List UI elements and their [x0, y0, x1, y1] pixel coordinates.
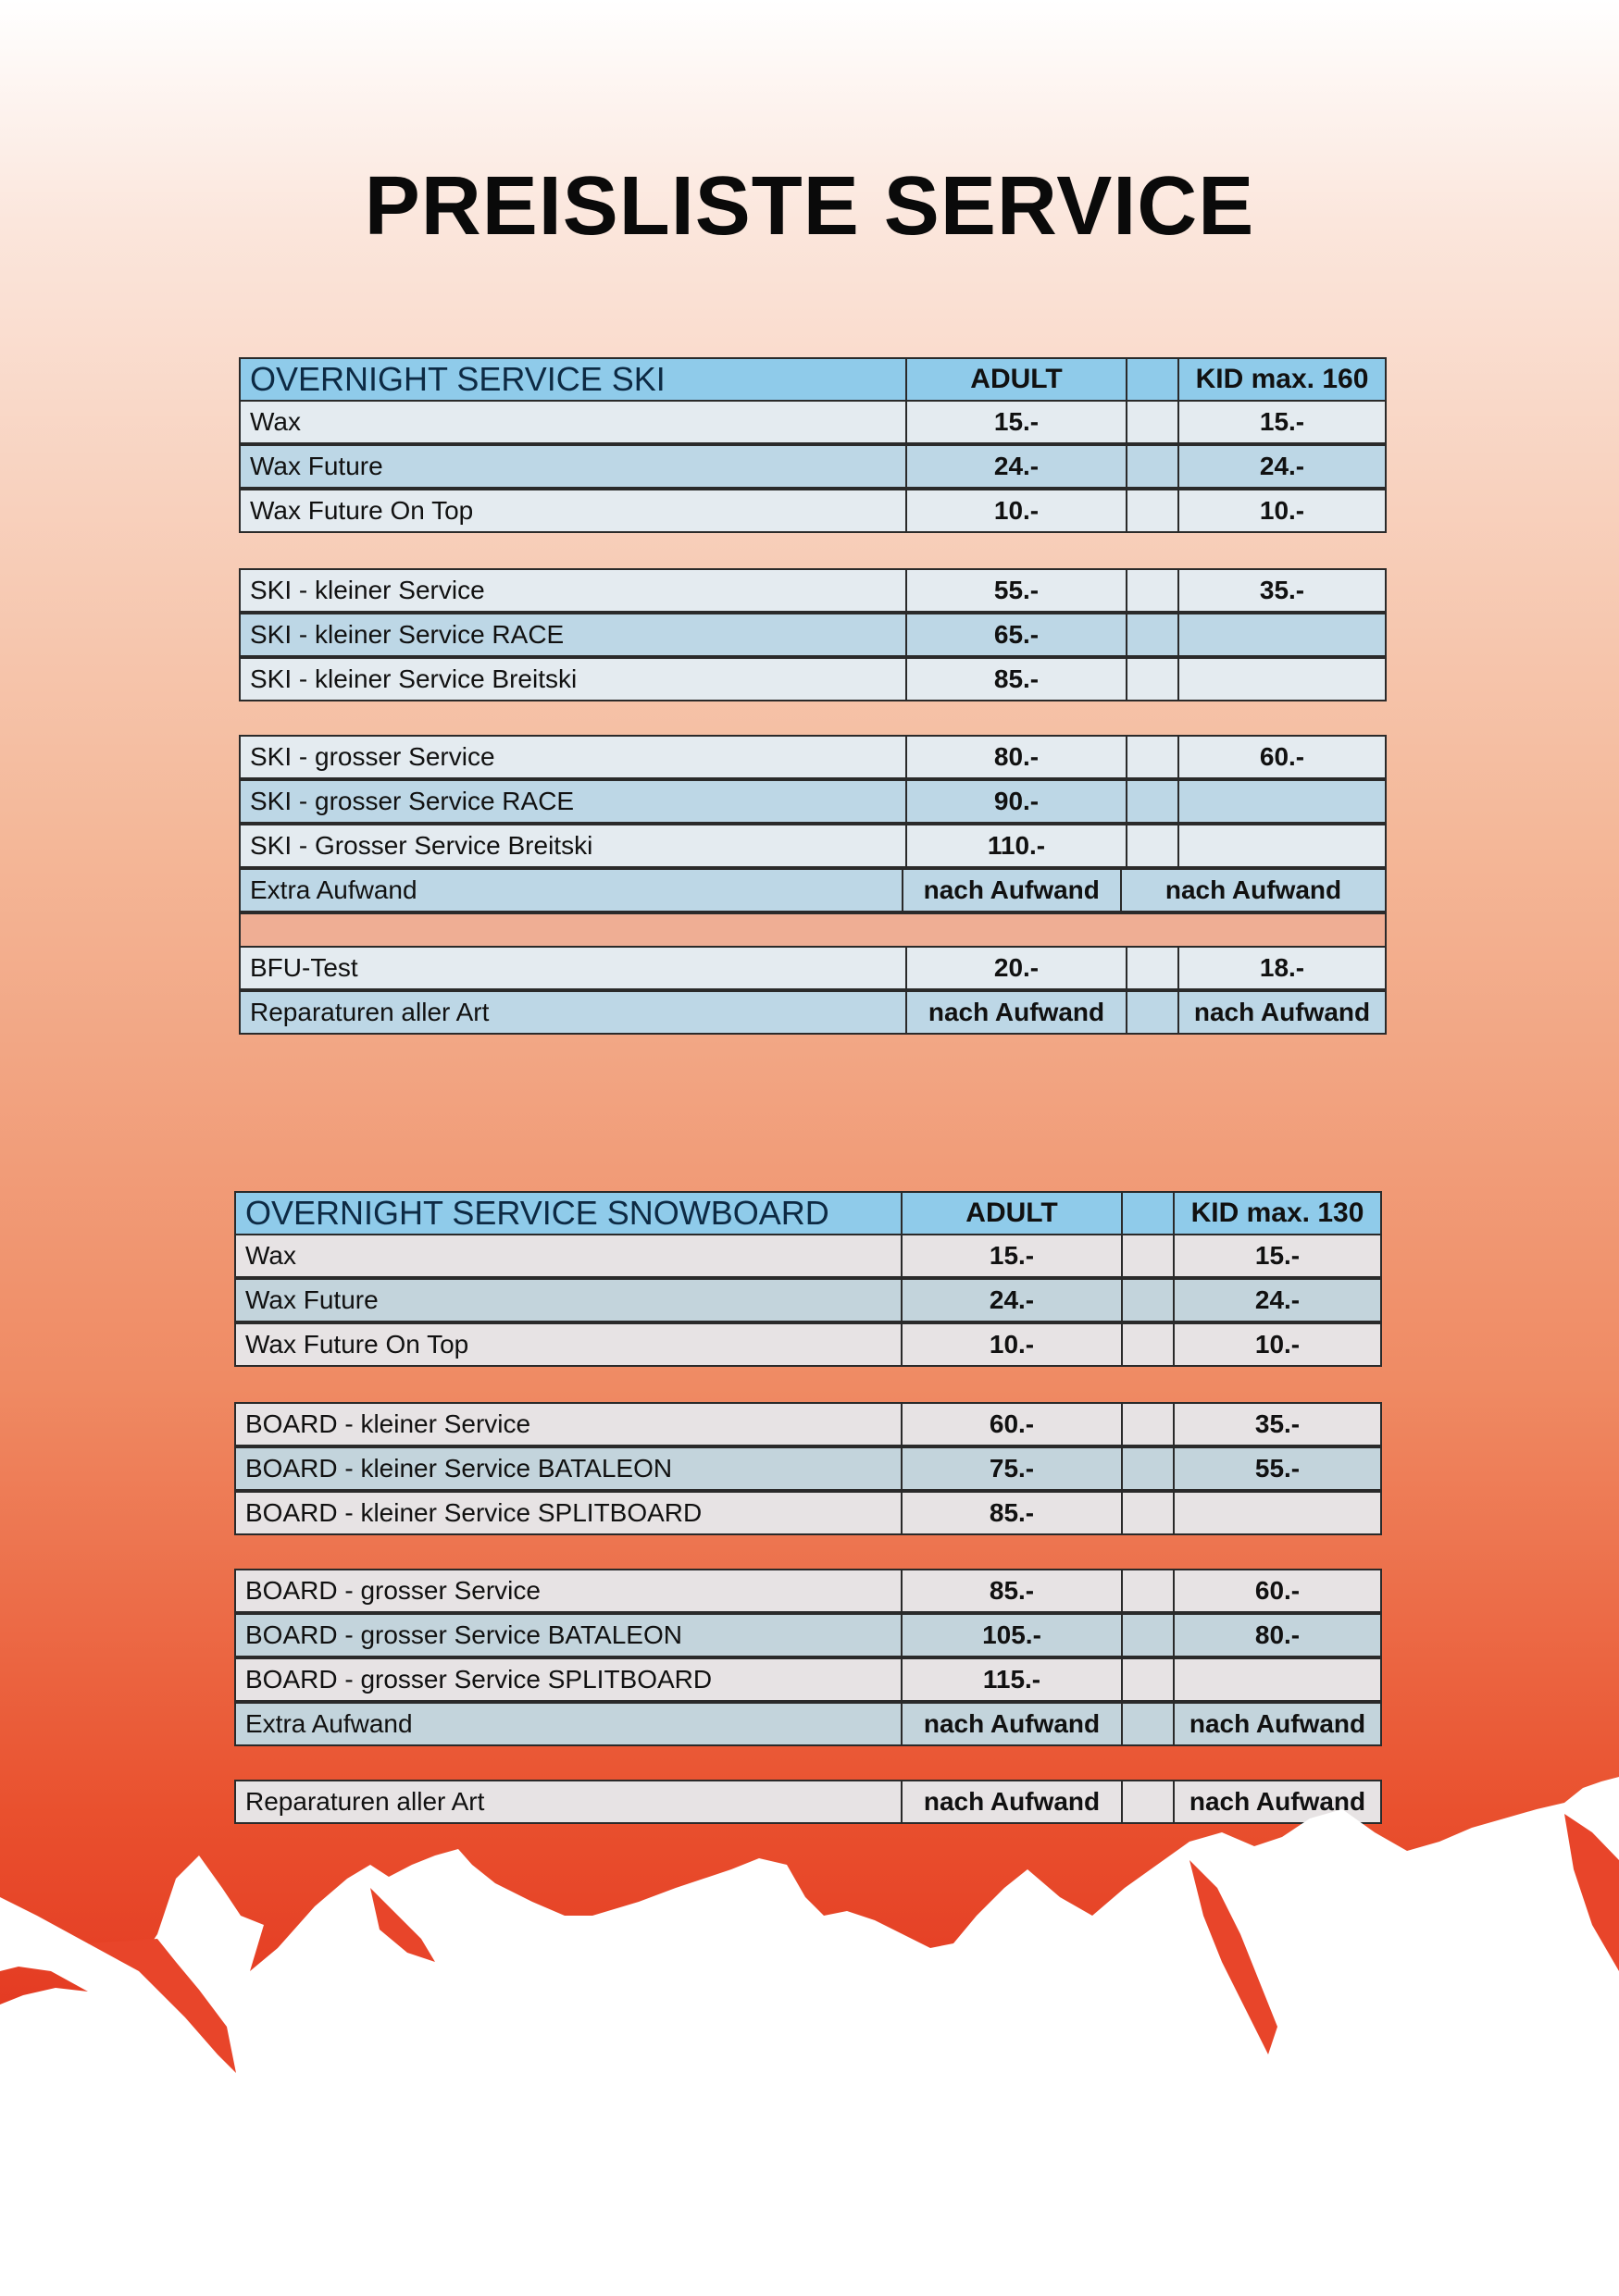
service-name: Wax	[250, 407, 301, 436]
adult-price: 15.-	[905, 402, 1126, 442]
adult-price: 75.-	[901, 1448, 1121, 1489]
kid-price	[1177, 781, 1385, 822]
service-name: BOARD - grosser Service SPLITBOARD	[245, 1665, 713, 1694]
adult-price: 80.-	[905, 737, 1126, 777]
kid-price: 35.-	[1173, 1404, 1380, 1445]
table-row	[234, 1613, 1382, 1657]
kid-price: 55.-	[1173, 1448, 1380, 1489]
spacer-cell	[1121, 1493, 1173, 1533]
table-row	[239, 868, 1387, 912]
adult-price: 85.-	[901, 1570, 1121, 1611]
table-row	[239, 489, 1387, 533]
table-row	[234, 1402, 1382, 1446]
snowboard-header-kid: KID max. 130	[1173, 1193, 1380, 1234]
spacer-cell	[1121, 1193, 1173, 1234]
spacer-cell	[1121, 1448, 1173, 1489]
table-row	[234, 1278, 1382, 1322]
adult-price: nach Aufwand	[901, 1704, 1121, 1744]
kid-price: nach Aufwand	[1173, 1704, 1380, 1744]
service-name: BFU-Test	[250, 953, 358, 982]
service-name: BOARD - kleiner Service	[245, 1409, 531, 1438]
table-row	[239, 657, 1387, 701]
snowboard-header-adult: ADULT	[901, 1193, 1121, 1234]
kid-price: 24.-	[1173, 1280, 1380, 1321]
service-name: Wax	[245, 1241, 296, 1270]
spacer-cell	[1126, 359, 1177, 400]
snowboard-header-name: OVERNIGHT SERVICE SNOWBOARD	[245, 1194, 829, 1232]
spacer-cell	[1126, 737, 1177, 777]
service-name: Extra Aufwand	[250, 875, 417, 904]
service-name: SKI - grosser Service	[250, 742, 495, 771]
kid-price: 60.-	[1173, 1570, 1380, 1611]
kid-price: 35.-	[1177, 570, 1385, 611]
service-name: SKI - kleiner Service RACE	[250, 620, 565, 649]
spacer-cell	[1121, 1280, 1173, 1321]
service-name: SKI - kleiner Service Breitski	[250, 664, 578, 693]
service-name: BOARD - kleiner Service SPLITBOARD	[245, 1498, 703, 1527]
kid-price	[1177, 614, 1385, 655]
snow-mountains	[0, 1777, 1619, 2296]
adult-price: nach Aufwand	[901, 1781, 1121, 1822]
service-name: SKI - Grosser Service Breitski	[250, 831, 593, 860]
table-row	[234, 1491, 1382, 1535]
spacer-cell	[1121, 1704, 1173, 1744]
table-row	[234, 1702, 1382, 1746]
kid-price	[1177, 825, 1385, 866]
kid-price: nach Aufwand	[1120, 870, 1385, 911]
table-row	[239, 444, 1387, 489]
adult-price: 65.-	[905, 614, 1126, 655]
spacer-cell	[1121, 1615, 1173, 1656]
kid-price: 15.-	[1173, 1235, 1380, 1276]
service-name: Wax Future On Top	[250, 496, 474, 525]
spacer-cell	[1126, 948, 1177, 988]
table-row	[239, 824, 1387, 868]
service-name: Extra Aufwand	[245, 1709, 413, 1738]
spacer-cell	[1126, 614, 1177, 655]
adult-price: 10.-	[901, 1324, 1121, 1365]
service-name: SKI - grosser Service RACE	[250, 787, 575, 815]
spacer-cell	[1126, 490, 1177, 531]
table-row	[239, 568, 1387, 613]
spacer-cell	[1121, 1570, 1173, 1611]
table-row	[239, 400, 1387, 444]
adult-price: 105.-	[901, 1615, 1121, 1656]
service-name: Wax Future	[250, 452, 383, 480]
ski-header-row	[239, 357, 1387, 402]
service-name: BOARD - grosser Service BATALEON	[245, 1620, 682, 1649]
adult-price: 24.-	[905, 446, 1126, 487]
table-row	[239, 990, 1387, 1035]
service-name: BOARD - grosser Service	[245, 1576, 541, 1605]
kid-price: nach Aufwand	[1177, 992, 1385, 1033]
kid-price: 60.-	[1177, 737, 1385, 777]
spacer-cell	[1126, 446, 1177, 487]
snowboard-header-row	[234, 1191, 1382, 1235]
spacer-cell	[1126, 659, 1177, 700]
service-name: Reparaturen aller Art	[250, 998, 490, 1026]
adult-price: 60.-	[901, 1404, 1121, 1445]
kid-price: nach Aufwand	[1173, 1781, 1380, 1822]
ski-header-adult: ADULT	[905, 359, 1126, 400]
spacer-cell	[1126, 402, 1177, 442]
table-row	[239, 946, 1387, 990]
spacer-cell	[1126, 825, 1177, 866]
adult-price: nach Aufwand	[905, 992, 1126, 1033]
table-row	[239, 779, 1387, 824]
kid-price: 10.-	[1173, 1324, 1380, 1365]
kid-price: 80.-	[1173, 1615, 1380, 1656]
kid-price	[1173, 1493, 1380, 1533]
kid-price: 15.-	[1177, 402, 1385, 442]
adult-price: 85.-	[901, 1493, 1121, 1533]
spacer-cell	[1126, 570, 1177, 611]
adult-price: nach Aufwand	[902, 870, 1121, 911]
service-name: Wax Future	[245, 1285, 379, 1314]
table-row	[234, 1657, 1382, 1702]
spacer-cell	[1121, 1659, 1173, 1700]
service-name: Reparaturen aller Art	[245, 1787, 485, 1816]
adult-price: 20.-	[905, 948, 1126, 988]
service-name: BOARD - kleiner Service BATALEON	[245, 1454, 673, 1483]
kid-price: 24.-	[1177, 446, 1385, 487]
spacer-cell	[1126, 781, 1177, 822]
service-name: Wax Future On Top	[245, 1330, 469, 1359]
kid-price	[1177, 659, 1385, 700]
kid-price: 10.-	[1177, 490, 1385, 531]
adult-price: 24.-	[901, 1280, 1121, 1321]
adult-price: 115.-	[901, 1659, 1121, 1700]
table-row	[234, 1569, 1382, 1613]
kid-price	[1173, 1659, 1380, 1700]
service-name: SKI - kleiner Service	[250, 576, 485, 604]
adult-price: 15.-	[901, 1235, 1121, 1276]
spacer-cell	[1121, 1235, 1173, 1276]
table-row	[239, 613, 1387, 657]
spacer-cell	[1121, 1404, 1173, 1445]
page-title: PREISLISTE SERVICE	[364, 160, 1255, 253]
table-row	[234, 1446, 1382, 1491]
adult-price: 110.-	[905, 825, 1126, 866]
spacer-cell	[1121, 1324, 1173, 1365]
table-row	[234, 1322, 1382, 1367]
adult-price: 10.-	[905, 490, 1126, 531]
adult-price: 85.-	[905, 659, 1126, 700]
table-row	[239, 735, 1387, 779]
ski-header-name: OVERNIGHT SERVICE SKI	[250, 360, 666, 398]
mountain-silhouette	[0, 1777, 1619, 2296]
kid-price: 18.-	[1177, 948, 1385, 988]
adult-price: 55.-	[905, 570, 1126, 611]
spacer-cell	[1126, 992, 1177, 1033]
adult-price: 90.-	[905, 781, 1126, 822]
ski-header-kid: KID max. 160	[1177, 359, 1385, 400]
table-row	[234, 1234, 1382, 1278]
